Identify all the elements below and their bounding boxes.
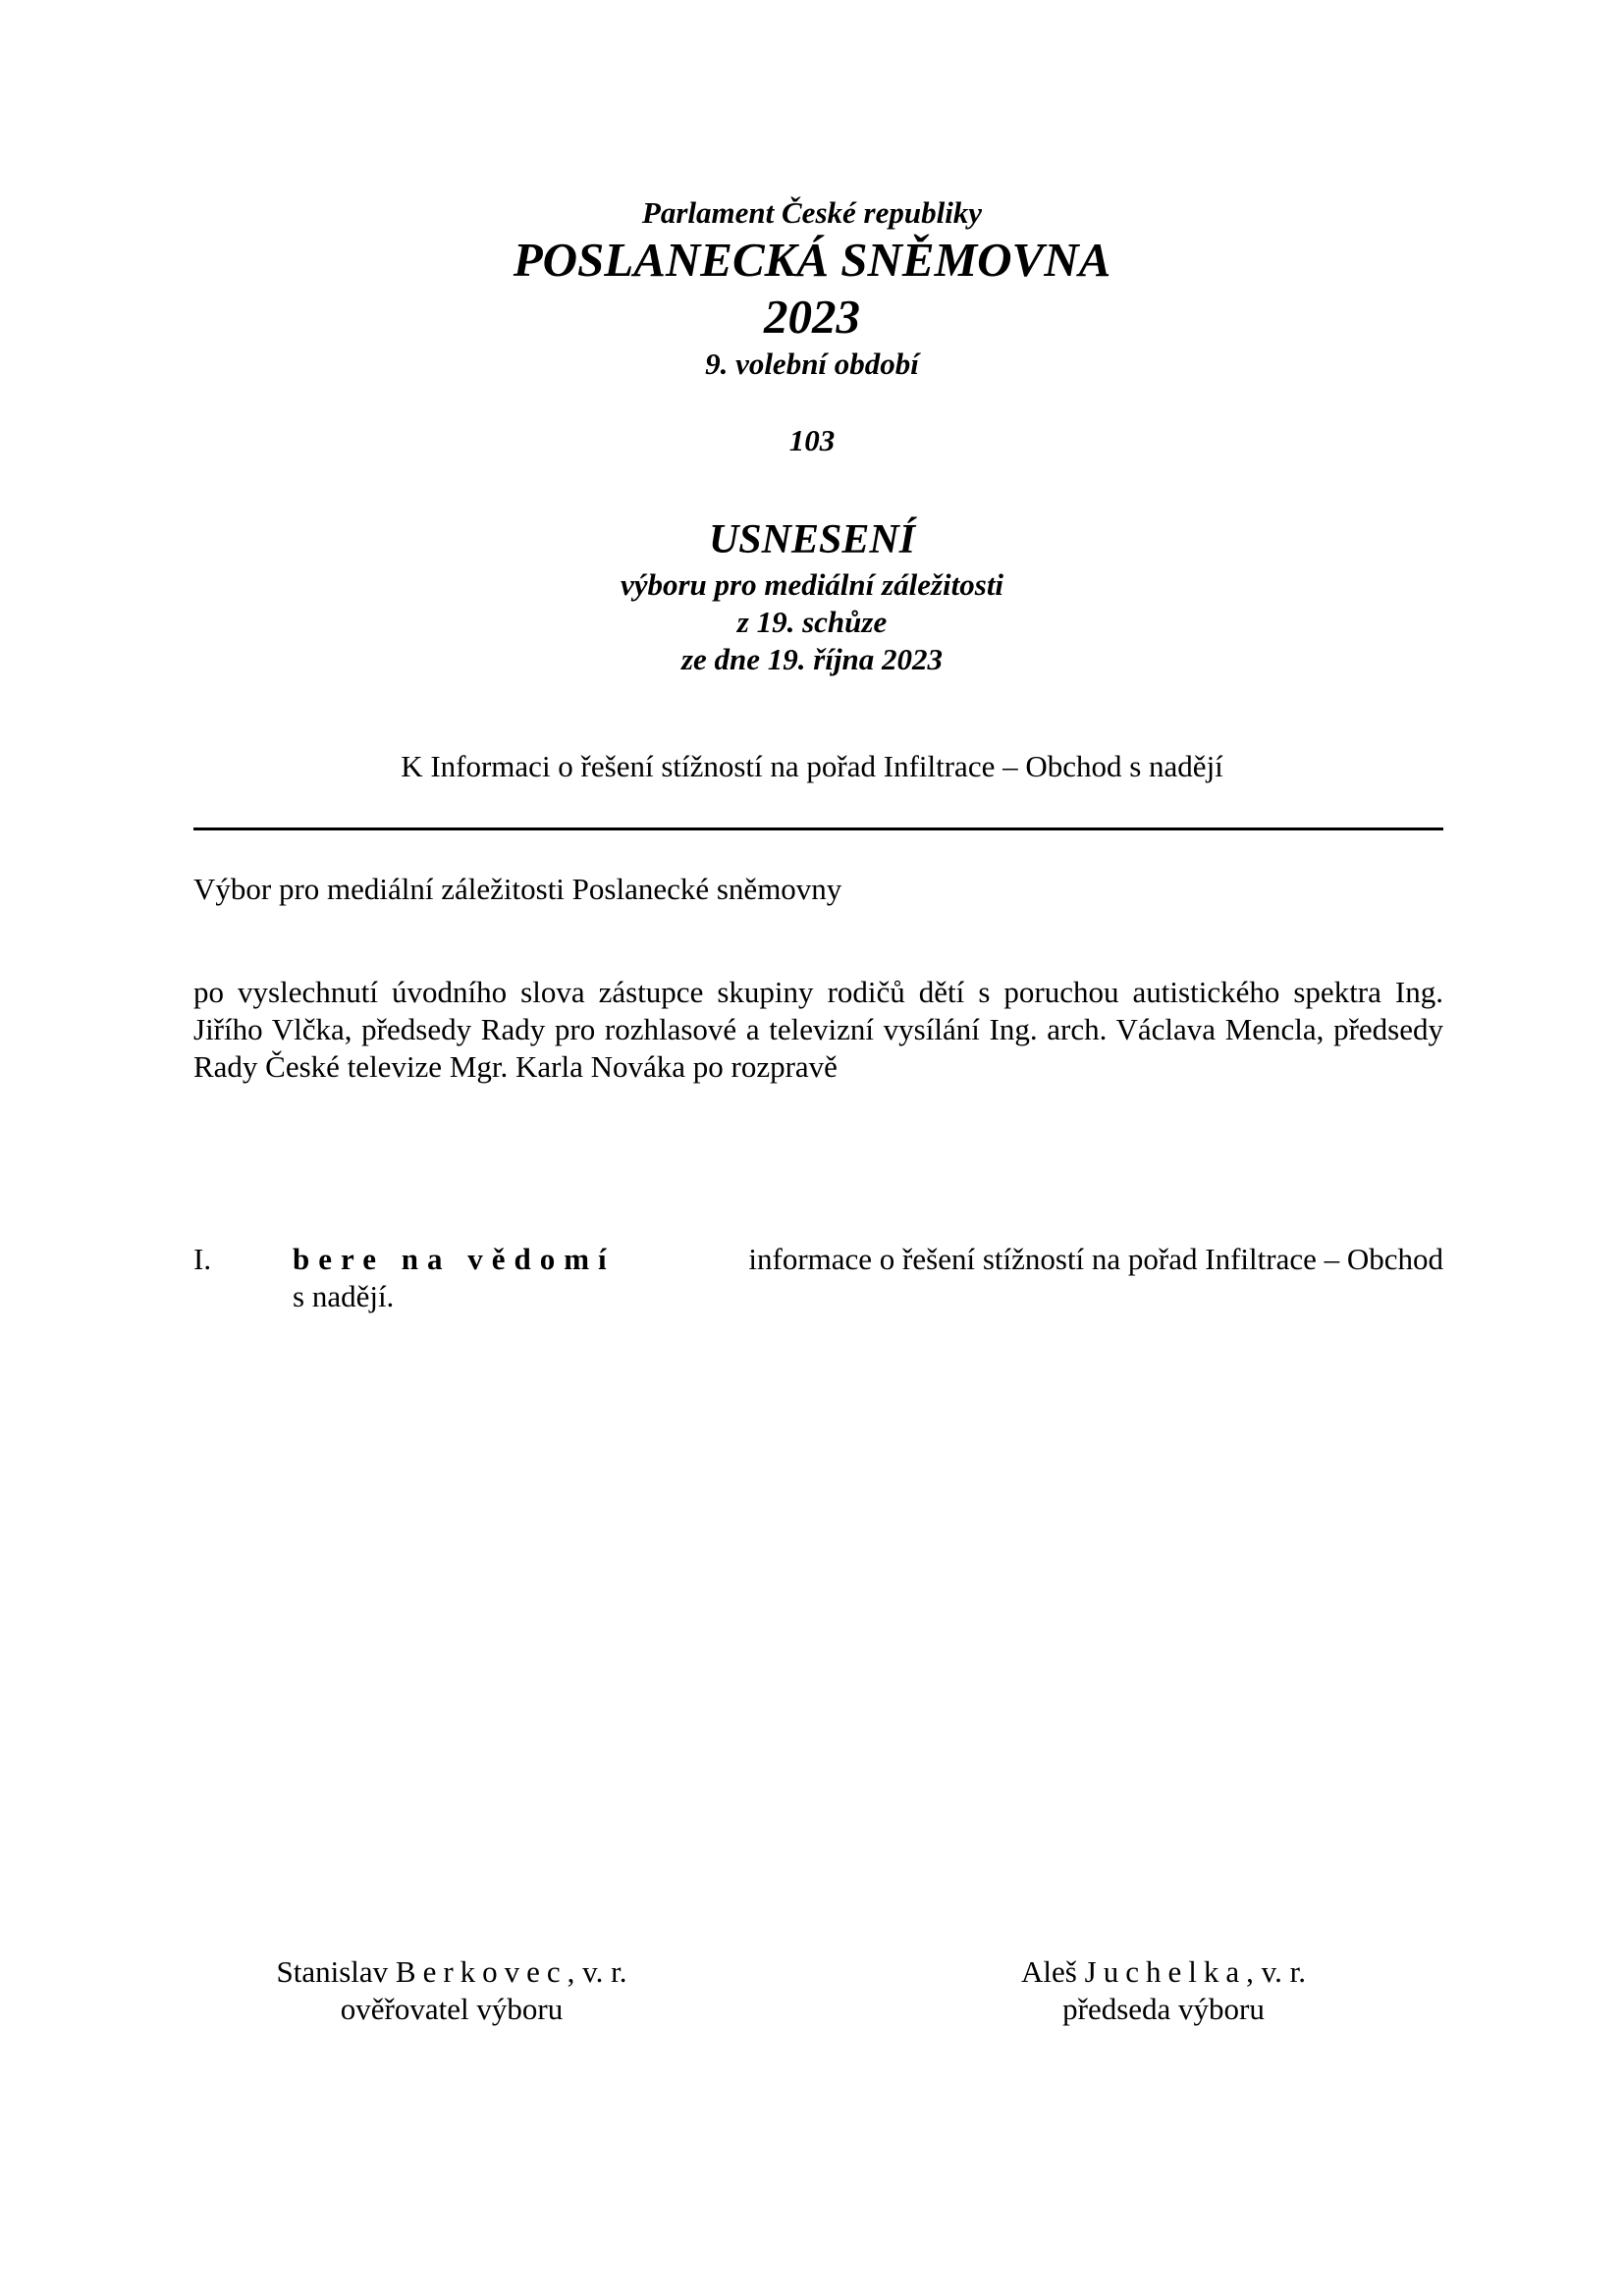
point-numeral: I. [193, 1242, 212, 1276]
resolution-title: USNESENÍ [708, 517, 916, 562]
signature-surname: Juchelka [1084, 1954, 1247, 1989]
divider-line [193, 828, 1443, 830]
signature-role: ověřovatel výboru [340, 1992, 564, 2026]
signature-surname: Berkovec [395, 1954, 568, 1989]
chamber-name: POSLANECKÁ SNĚMOVNA [513, 233, 1111, 287]
signature-name [226, 1953, 677, 1991]
resolution-meeting: z 19. schůze [736, 605, 888, 639]
signature-role: předseda výboru [1062, 1992, 1265, 2026]
point-text-line-1: informace o řešení stížností na pořad Infiltrace – Obchod [748, 1242, 1443, 1276]
resolution-subject: K Informaci o řešení stížností na pořad Infiltrace – Obchod s nadějí [401, 749, 1223, 783]
signature-first-name: Stanislav [276, 1954, 389, 1989]
electoral-term: 9. volební období [705, 347, 919, 381]
committee-name: Výbor pro mediální záležitosti Poslanecké sněmovny [193, 872, 842, 906]
point-text-line-2: s nadějí. [293, 1279, 395, 1313]
signature-verifier [226, 1953, 677, 2028]
point-verb: bere na vědomí [293, 1242, 616, 1276]
resolution-date: ze dne 19. října 2023 [680, 642, 944, 676]
signature-suffix: , v. r. [1246, 1954, 1306, 1989]
signature-name [938, 1953, 1389, 1991]
signature-first-name: Aleš [1021, 1954, 1077, 1989]
signature-suffix: , v. r. [567, 1954, 627, 1989]
year: 2023 [764, 290, 860, 344]
resolution-number: 103 [788, 423, 836, 457]
resolution-committee: výboru pro mediální záležitosti [620, 567, 1004, 602]
parliament-name: Parlament České republiky [641, 195, 983, 230]
preamble-paragraph: po vyslechnutí úvodního slova zástupce skupiny rodičů dětí s poruchou autistického spektra Ing. Jiřího Vlčka, předsedy Rady pro rozhlasové a televizní vysílání Ing. arch. Václava Mencla, předsedy Rady České televize Mgr. Karla Nováka po rozpravě [193, 975, 1443, 1084]
signature-chair [938, 1953, 1389, 2028]
